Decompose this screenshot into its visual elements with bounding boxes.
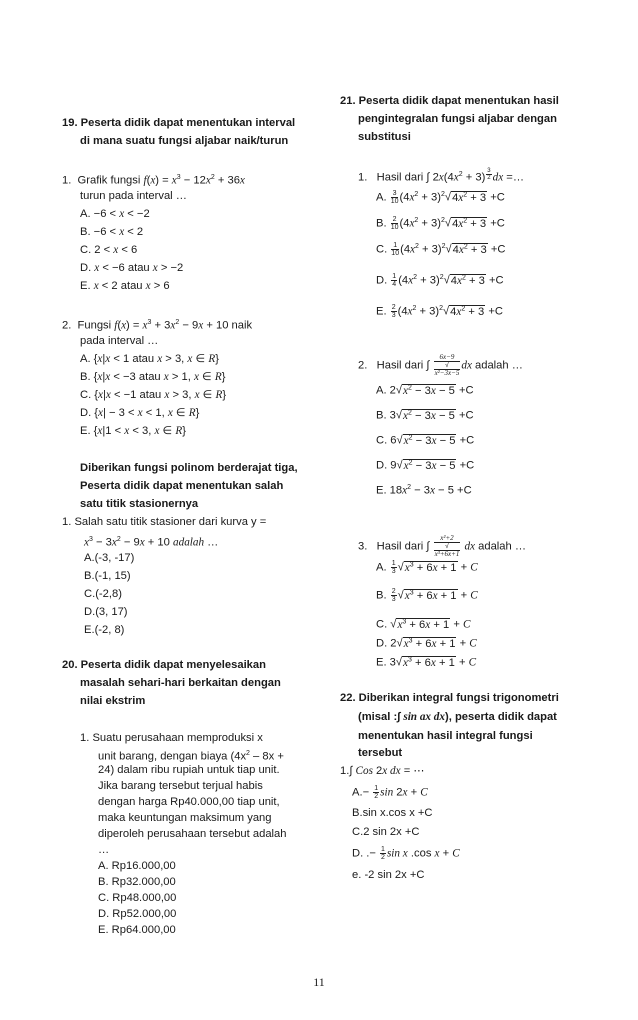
poly-q-option-b: B.(-1, 15) (84, 570, 131, 582)
q19-2-stem: 2. Fungsi $f(x) = x^3 + 3x^2 - 9x + 10$ naik (62, 319, 253, 332)
poly-q-option-c: C.(-2,8) (84, 588, 122, 600)
q20-1-line-1: 1. Suatu perusahaan memproduksi x (80, 732, 263, 744)
q20-1-line-3: 24) dalam ribu rupiah untuk tiap unit. (98, 764, 280, 776)
q19-1-option-a: A. −6 < x < −2 (80, 208, 150, 220)
q22-1-option-b: B.sin x.cos x +C (352, 807, 433, 819)
q22-1-option-a: A.− $\frac{1}{2}$ sin 2x + C (352, 785, 428, 800)
q20-1-line-7: diperoleh perusahaan tersebut adalah (98, 828, 287, 840)
q20-header-line-1: 20. Peserta didik dapat menyelesaikan (62, 659, 266, 671)
q22-1-option-c: C.2 sin 2x +C (352, 826, 420, 838)
q21-3-option-b: B. $\frac{2}{3}$ $√x^3 + 6x + 1 + C$ (376, 588, 478, 604)
poly-q-stem-2: $x^3 - 3x^2 - 9x + 10$ adalah … (84, 536, 219, 549)
q22-header-line-4: tersebut (358, 747, 403, 759)
q22-1-stem: 1.∫ Cos 2x dx = ⋯ (340, 765, 425, 777)
q21-2-option-a: A. $2√x^2 - 3x - 5 +C$ (376, 384, 474, 397)
q21-2-stem: 2. Hasil dari ∫ 6x−9 √ x²−3x−5 dx adalah … (358, 353, 523, 377)
q21-1-option-e: E. $\frac{2}{3}$ $(4x^2 + 3)^2√4x^2 + 3 +C$ (376, 304, 503, 320)
q19-2-option-d: D. {x| − 3 < x < 1, x ∈ R} (80, 407, 200, 419)
page-number: 11 (313, 975, 325, 989)
q19-1-stem: 1. Grafik fungsi $f(x) = x^3 - 12x^2 + 36x$ (62, 174, 245, 187)
q21-3-stem: 3. Hasil dari ∫ x²+2 √ x³+6x+1 dx adalah … (358, 534, 527, 558)
q21-2-option-e: E. $18x^2 - 3x - 5 +C$ (376, 484, 472, 497)
q19-1-stem-2: turun pada interval … (80, 190, 187, 202)
q19-1-option-d: D. x < −6 atau x > −2 (80, 262, 184, 274)
q20-1-option-b: B. Rp32.000,00 (98, 876, 176, 888)
poly-header-line-1: Diberikan fungsi polinom berderajat tiga, (80, 462, 298, 474)
q20-1-line-5: dengan harga Rp40.000,00 tiap unit, (98, 796, 280, 808)
q21-3-option-e: E. $3√x^3 + 6x + 1 + C$ (376, 656, 477, 669)
poly-header-line-2: Peserta didik dapat menentukan salah (80, 480, 284, 492)
q20-1-line-4: Jika barang tersebut terjual habis (98, 780, 263, 792)
poly-q-option-e: E.(-2, 8) (84, 624, 125, 636)
q20-1-line-6: maka keuntungan maksimum yang (98, 812, 272, 824)
q21-header-line-2: pengintegralan fungsi aljabar dengan (358, 113, 557, 125)
q21-3-option-c: C. $√x^3 + 6x + 1 + C$ (376, 618, 471, 631)
q19-2-option-a: A. {x|x < 1 atau x > 3, x ∈ R} (80, 353, 219, 365)
q20-1-option-c: C. Rp48.000,00 (98, 892, 177, 904)
q19-2-stem-2: pada interval … (80, 335, 159, 347)
q21-2-option-b: B. $3√x^2 - 3x - 5 +C$ (376, 409, 474, 422)
q21-2-option-c: C. $6√x^2 - 3x - 5 +C$ (376, 434, 475, 447)
q20-1-line-2: unit barang, dengan biaya ($4x^2 - 8x$ + (98, 750, 284, 763)
q19-2-option-b: B. {x|x < −3 atau x > 1, x ∈ R} (80, 371, 226, 383)
q21-3-option-d: D. $2√x^3 + 6x + 1 + C$ (376, 637, 477, 650)
q20-1-line-8: … (98, 844, 110, 856)
q21-2-option-d: D. $9√x^2 - 3x - 5 +C$ (376, 459, 475, 472)
q20-1-option-d: D. Rp52.000,00 (98, 908, 177, 920)
q21-1-option-a: A. $\frac{3}{10}$ $(4x^2 + 3)^2√4x^2 + 3 +C$ (376, 190, 505, 206)
q19-header-line-1: 19. Peserta didik dapat menentukan interval (62, 117, 296, 129)
poly-q-stem: 1. Salah satu titik stasioner dari kurva y = (62, 516, 267, 528)
q19-1-option-e: E. x < 2 atau x > 6 (80, 280, 170, 292)
q19-header-line-2: di mana suatu fungsi aljabar naik/turun (80, 135, 289, 147)
q21-1-option-b: B. $\frac{2}{10}$ $(4x^2 + 3)^2√4x^2 + 3 +C$ (376, 216, 505, 232)
q22-1-option-d: D. .− $\frac{1}{2}$ sin x .cos x + C (352, 846, 460, 861)
q22-header-line-1: 22. Diberikan integral fungsi trigonometri (340, 692, 559, 704)
q22-header-line-2: (misal :∫ sin ax dx), peserta didik dapat (358, 711, 557, 723)
q20-1-option-a: A. Rp16.000,00 (98, 860, 176, 872)
poly-q-option-d: D.(3, 17) (84, 606, 128, 618)
poly-header-line-3: satu titik stasionernya (80, 498, 199, 510)
q22-header-line-3: menentukan hasil integral fungsi (358, 730, 533, 742)
q20-header-line-2: masalah sehari-hari berkaitan dengan (80, 677, 281, 689)
q21-header-line-1: 21. Peserta didik dapat menentukan hasil (340, 95, 559, 107)
q21-header-line-3: substitusi (358, 131, 411, 143)
poly-q-option-a: A.(-3, -17) (84, 552, 135, 564)
q19-2-option-e: E. {x|1 < x < 3, x ∈ R} (80, 425, 186, 437)
q21-3-option-a: A. $\frac{1}{3}$ $√x^3 + 6x + 1 + C$ (376, 560, 478, 576)
q21-1-option-d: D. $\frac{1}{4}$ $(4x^2 + 3)^2√4x^2 + 3 +C$ (376, 273, 504, 289)
q21-1-option-c: C. $\frac{1}{10}$ $(4x^2 + 3)^2√4x^2 + 3 +C$ (376, 242, 506, 258)
q22-1-option-e: e. -2 sin 2x +C (352, 869, 425, 881)
q20-header-line-3: nilai ekstrim (80, 695, 146, 707)
q19-2-option-c: C. {x|x < −1 atau x > 3, x ∈ R} (80, 389, 227, 401)
q19-1-option-b: B. −6 < x < 2 (80, 226, 144, 238)
q21-1-stem: 1. Hasil dari ∫ $2x(4x^2 + 3)$ $\frac{3}{2}$ dx =… (358, 168, 525, 184)
q20-1-option-e: E. Rp64.000,00 (98, 924, 176, 936)
q19-1-option-c: C. 2 < x < 6 (80, 244, 138, 256)
